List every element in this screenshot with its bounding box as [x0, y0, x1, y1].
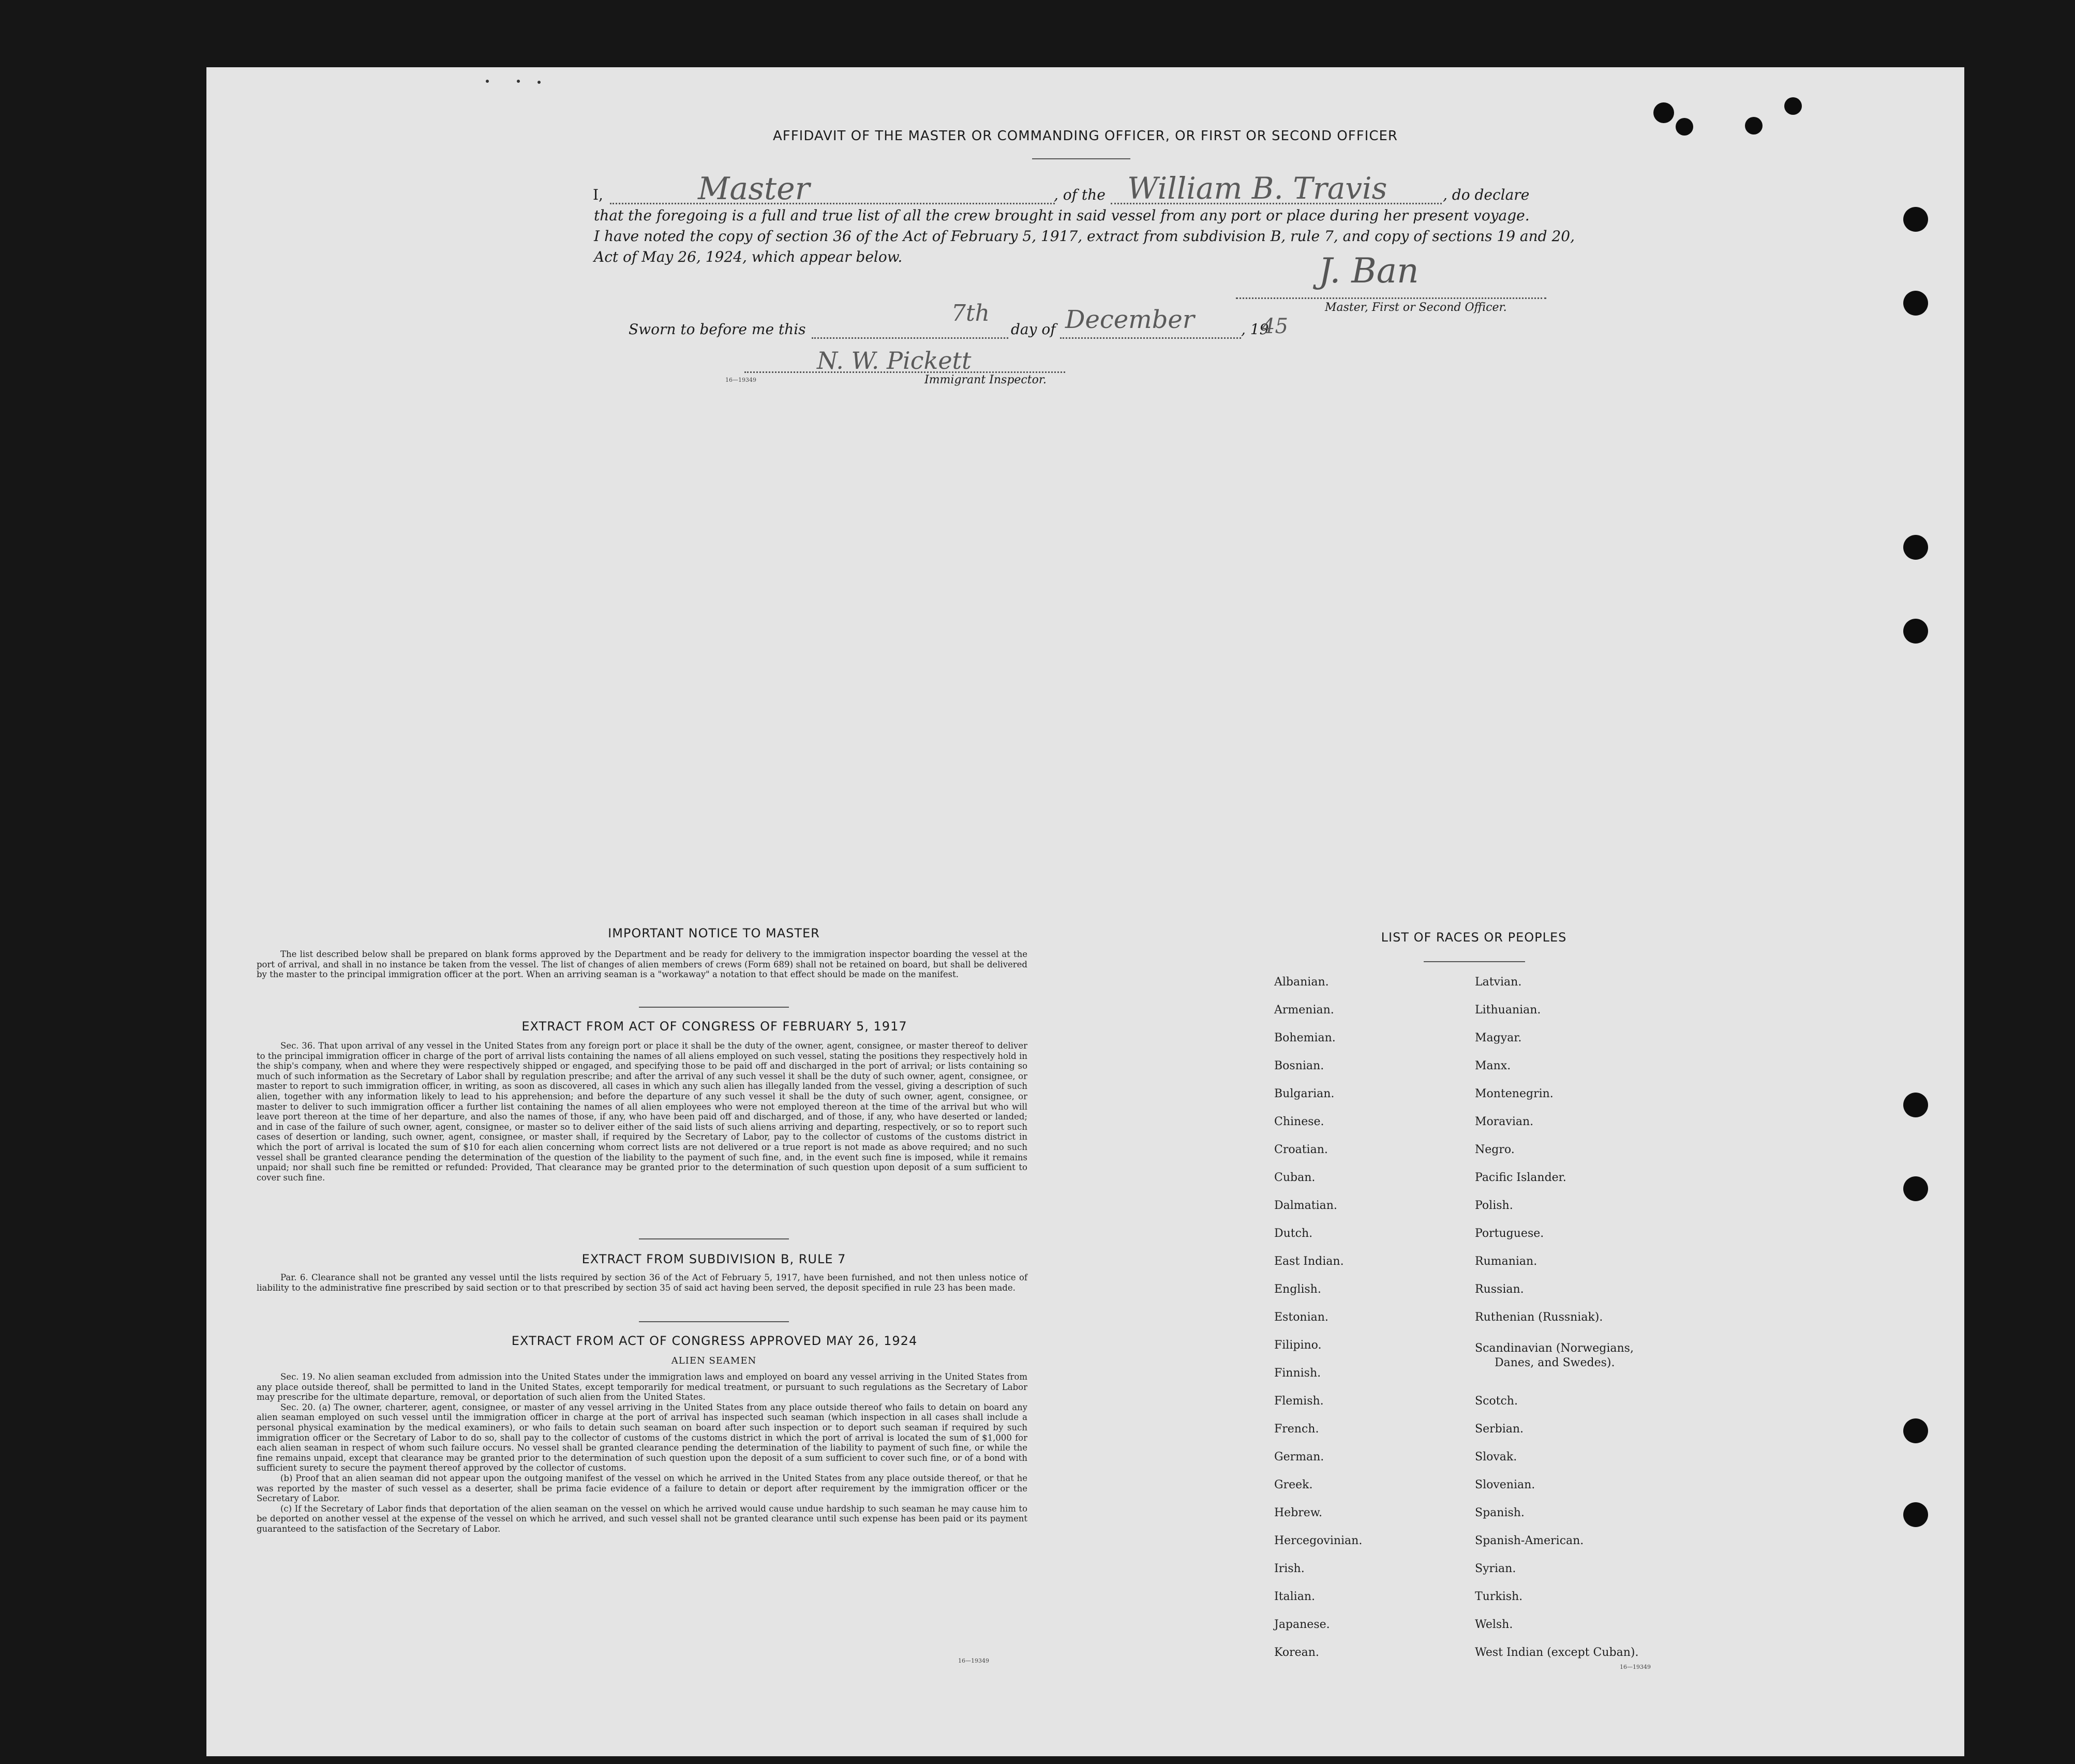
race-item: Cuban.	[1274, 1171, 1316, 1184]
race-item: Irish.	[1274, 1562, 1305, 1575]
race-item: Spanish-American.	[1475, 1534, 1584, 1547]
race-item: Albanian.	[1274, 976, 1329, 989]
race-item: Welsh.	[1475, 1618, 1513, 1631]
race-item: Portuguese.	[1475, 1227, 1544, 1240]
sec20c-text: (c) If the Secretary of Labor finds that deportation of the alien seaman on the vessel on which he arrived would cause undue hardship to such seaman he may cause him to be deported on another vessel at the expense of the vessel on which he arrived, and such vessel shall not be granted clearance until such expense has been paid or its payment guaranteed to the satisfaction of the Secretary of Labor.	[257, 1503, 1027, 1534]
race-item: West Indian (except Cuban).	[1475, 1646, 1639, 1659]
rule7-text: Par. 6. Clearance shall not be granted any vessel until the lists required by section 36 of the Act of February 5, 1917, have been furnished, and not then unless notice of liability to the administrative fine prescribed by said section or to that prescribed by section 35 of said act having been served, the deposit specified in rule 23 has been made.	[257, 1273, 1027, 1293]
punch-hole-icon	[1653, 102, 1674, 123]
notice-text: The list described below shall be prepared on blank forms approved by the Department and be ready for delivery to the immigration inspector boarding the vessel at the port of arrival, and shall in no instance be taken from the vessel. The list of changes of alien members of crews (Form 689) shall not be retained on board, but shall be delivered by the master to the principal immigration officer at the port. When an arriving seaman is a "workaway" a notation to that effect should be made on the manifest.	[257, 949, 1027, 980]
race-item: Manx.	[1475, 1059, 1511, 1072]
race-item: Hebrew.	[1274, 1506, 1323, 1519]
race-item: Negro.	[1475, 1143, 1515, 1156]
race-item: Slovak.	[1475, 1451, 1517, 1463]
act-1924-body	[257, 1372, 1027, 1534]
race-item: East Indian.	[1274, 1255, 1344, 1268]
race-item: Bohemian.	[1274, 1032, 1336, 1044]
year-handwritten: 45	[1262, 315, 1288, 338]
race-item: Montenegrin.	[1475, 1087, 1554, 1100]
capacity-handwritten: Master	[698, 171, 810, 207]
race-item: Polish.	[1475, 1199, 1513, 1212]
affidavit-line-4: Act of May 26, 1924, which appear below.	[594, 248, 903, 265]
race-item: Filipino.	[1274, 1339, 1322, 1352]
race-item: Turkish.	[1475, 1590, 1523, 1603]
races-heading: LIST OF RACES OR PEOPLES	[1381, 930, 1567, 945]
punch-hole-icon	[1903, 619, 1928, 644]
race-item: Dutch.	[1274, 1227, 1313, 1240]
alien-seamen-subheading: ALIEN SEAMEN	[671, 1355, 757, 1366]
inspector-line	[744, 371, 1065, 373]
inspector-caption: Immigrant Inspector.	[924, 373, 1047, 386]
document-sheet	[206, 67, 1964, 1756]
punch-hole-icon	[1903, 535, 1928, 560]
race-item: Syrian.	[1475, 1562, 1516, 1575]
speck	[486, 80, 489, 83]
race-item: Scandinavian (Norwegians,	[1475, 1342, 1634, 1355]
do-declare-label: , do declare	[1443, 186, 1530, 203]
divider	[1424, 961, 1525, 962]
race-item: Danes, and Swedes).	[1495, 1356, 1615, 1369]
sworn-label: Sworn to before me this	[629, 321, 806, 338]
punch-hole-icon	[1903, 291, 1928, 316]
race-item: Hercegovinian.	[1274, 1534, 1363, 1547]
race-item: Finnish.	[1274, 1367, 1321, 1380]
punch-hole-icon	[1784, 97, 1802, 115]
race-item: Bosnian.	[1274, 1059, 1324, 1072]
act-1917-heading: EXTRACT FROM ACT OF CONGRESS OF FEBRUARY 5, 1917	[521, 1019, 907, 1034]
year-prefix: , 19	[1241, 321, 1269, 338]
affidavit-title: AFFIDAVIT OF THE MASTER OR COMMANDING OFFICER, OR FIRST OR SECOND OFFICER	[772, 128, 1398, 144]
capacity-line	[610, 203, 1055, 204]
race-item: Greek.	[1274, 1478, 1313, 1491]
day-of-label: day of	[1011, 321, 1056, 338]
sec19-text: Sec. 19. No alien seaman excluded from admission into the United States under the immigration laws and employed on board any vessel arriving in the United States from any place outside thereof, shall be permitted to land in the United States, except temporarily for medical treatment, or pursuant to such regulations as the Secretary of Labor may prescribe for the ultimate departure, removal, or deportation of such alien from the United States.	[257, 1372, 1027, 1402]
sec20b-text: (b) Proof that an alien seaman did not appear upon the outgoing manifest of the vessel on which he arrived in the United States from any place outside thereof, or that he was reported by the master of such vessel as a deserter, shall be prima facie evidence of a failure to detain or deport after requirement by the immigration officer or the Secretary of Labor.	[257, 1473, 1027, 1504]
speck	[517, 80, 520, 83]
signature-caption: Master, First or Second Officer.	[1325, 301, 1507, 314]
day-line	[812, 337, 1008, 339]
act-1924-heading: EXTRACT FROM ACT OF CONGRESS APPROVED MAY 26, 1924	[511, 1334, 918, 1348]
month-line	[1060, 337, 1241, 339]
race-item: Slovenian.	[1475, 1478, 1535, 1491]
race-item: French.	[1274, 1423, 1319, 1436]
affidavit-i-label: I,	[593, 186, 603, 203]
race-item: Estonian.	[1274, 1311, 1328, 1324]
punch-hole-icon	[1903, 207, 1928, 232]
race-item: Moravian.	[1475, 1115, 1534, 1128]
punch-hole-icon	[1903, 1502, 1928, 1527]
act-1917-text: Sec. 36. That upon arrival of any vessel in the United States from any foreign port or place it shall be the duty of the owner, agent, consignee, or master thereof to deliver to the principal immigration officer in charge of the port of arrival lists containing the names of all aliens employed on such vessel, stating the positions they respectively hold in the ship's company, when and where they were respectively shipped or engaged, and specifying those to be paid off and discharged in the port of arrival; or lists containing so much of such information as the Secretary of Labor shall by regulation prescribe; and after the arrival of any such vessel it shall be the duty of such owner, agent, consignee, or master to report to such immigration officer, in writing, as soon as discovered, all cases in which any such alien has illegally landed from the vessel, giving a description of such alien, together with any information likely to lead to his apprehension; and before the departure of any such vessel it shall be the duty of such owner, agent, consignee, or master to deliver to such immigration officer a further list containing the names of all alien employees who were not employed thereon at the time of the arrival but who will leave port thereon at the time of her departure, and also the names of those, if any, who have been paid off and discharged, and of those, if any, who have deserted or landed; and in case of the failure of such owner, agent, consignee, or master so to deliver either of the said lists of such aliens arriving and departing, respectively, or so to report such cases of desertion or landing, such owner, agent, consignee, or master shall, if required by the Secretary of Labor, pay to the collector of customs of the customs district in which the port of arrival is located the sum of $10 for each alien concerning whom correct lists are not delivered or a true report is not made as above required; and no such vessel shall be granted clearance pending the determination of the question of the liability to the payment of such fine, and, in the event such fine is imposed, while it remains unpaid; nor shall such fine be remitted or refunded: Provided, That clearance may be granted prior to the determination of such question upon deposit of a sum sufficient to cover such fine.	[257, 1041, 1027, 1183]
affidavit-line-2: that the foregoing is a full and true list of all the crew brought in said vessel from any port or place during her present voyage.	[594, 207, 1530, 224]
race-item: Korean.	[1274, 1646, 1319, 1659]
race-item: Croatian.	[1274, 1143, 1328, 1156]
race-item: Lithuanian.	[1475, 1004, 1541, 1016]
race-item: Pacific Islander.	[1475, 1171, 1566, 1184]
divider	[639, 1007, 789, 1008]
race-item: Ruthenian (Russniak).	[1475, 1311, 1603, 1324]
day-handwritten: 7th	[951, 300, 990, 326]
punch-hole-icon	[1903, 1093, 1928, 1117]
punch-hole-icon	[1903, 1176, 1928, 1201]
divider	[639, 1238, 789, 1239]
punch-hole-icon	[1903, 1418, 1928, 1443]
rule7-heading: EXTRACT FROM SUBDIVISION B, RULE 7	[581, 1252, 846, 1266]
race-item: Italian.	[1274, 1590, 1315, 1603]
signature-handwritten: J. Ban	[1319, 251, 1419, 291]
form-number: 16—19349	[1620, 1664, 1651, 1670]
race-item: Russian.	[1475, 1283, 1524, 1296]
race-item: Latvian.	[1475, 976, 1522, 989]
divider	[639, 1321, 789, 1322]
race-item: Bulgarian.	[1274, 1087, 1335, 1100]
race-item: Serbian.	[1475, 1423, 1524, 1436]
race-item: Dalmatian.	[1274, 1199, 1337, 1212]
race-item: Scotch.	[1475, 1395, 1518, 1408]
of-the-label: , of the	[1054, 186, 1106, 203]
notice-heading: IMPORTANT NOTICE TO MASTER	[608, 926, 820, 940]
vessel-handwritten: William B. Travis	[1127, 171, 1387, 206]
race-item: English.	[1274, 1283, 1321, 1296]
race-item: German.	[1274, 1451, 1324, 1463]
affidavit-line-3: I have noted the copy of section 36 of the Act of February 5, 1917, extract from subdivision B, rule 7, and copy of sections 19 and 20,	[594, 228, 1575, 245]
speck	[538, 81, 541, 84]
form-number: 16—19349	[725, 377, 756, 383]
signature-line	[1236, 297, 1546, 299]
race-item: Magyar.	[1475, 1032, 1522, 1044]
inspector-signature-handwritten: N. W. Pickett	[817, 347, 972, 375]
race-item: Rumanian.	[1475, 1255, 1537, 1268]
race-item: Chinese.	[1274, 1115, 1324, 1128]
sec20a-text: Sec. 20. (a) The owner, charterer, agent, consignee, or master of any vessel arriving in the United States from any place outside thereof who fails to detain on board any alien seaman employed on such vessel until the immigration officer in charge at the port of arrival has inspected such seaman (which inspection in all cases shall include a personal physical examination by the medical examiners), or who fails to detain such seaman on board after such inspection or to deport such seaman if required by such immigration officer or the Secretary of Labor to do so, shall pay to the collector of customs of the customs district in which the port of arrival is located the sum of $1,000 for each alien seaman in respect of whom such failure occurs. No vessel shall be granted clearance pending the determination of the liability to payment of such fine, or while the fine remains unpaid, except that clearance may be granted prior to the determination of such question upon the deposit of a sum sufficient to cover such fine, or of a bond with sufficient surety to secure the payment thereof approved by the collector of customs.	[257, 1402, 1027, 1473]
race-item: Armenian.	[1274, 1004, 1334, 1016]
race-item: Japanese.	[1274, 1618, 1330, 1631]
form-number: 16—19349	[958, 1657, 989, 1664]
month-handwritten: December	[1065, 305, 1195, 334]
divider	[1032, 158, 1130, 159]
race-item: Flemish.	[1274, 1395, 1324, 1408]
race-item: Spanish.	[1475, 1506, 1525, 1519]
